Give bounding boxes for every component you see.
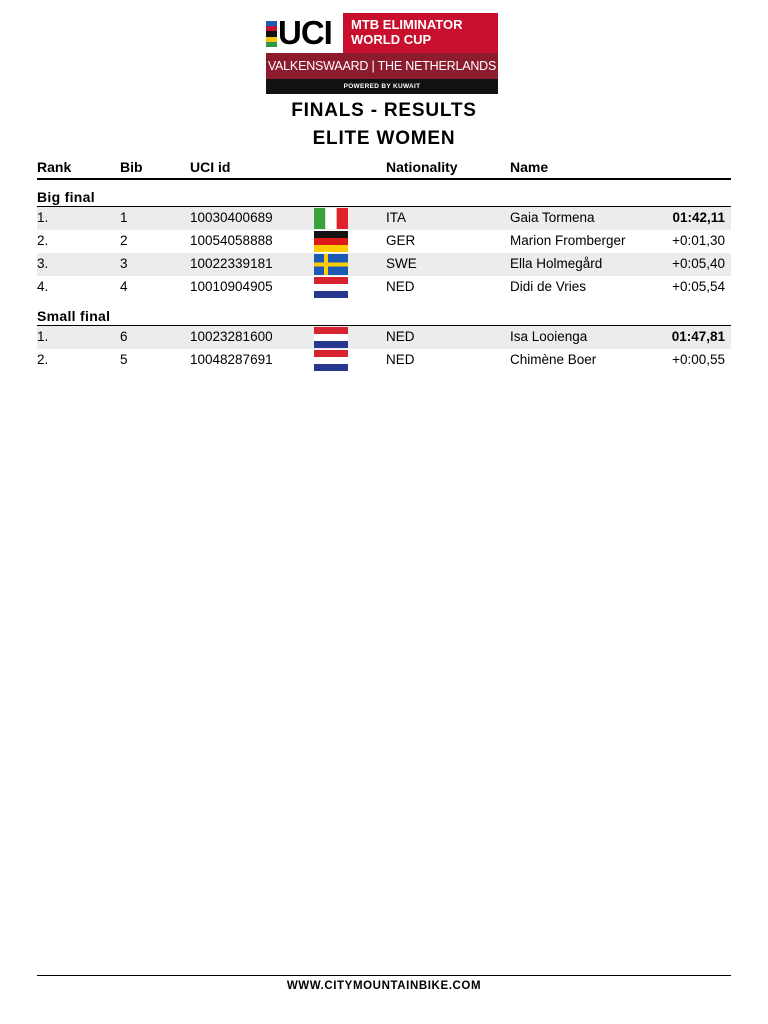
time-cell: 01:47,81 [671,329,725,344]
uci-id-cell: 10030400689 [190,210,273,225]
italy-flag-icon [314,208,348,229]
rank-cell: 2. [37,352,49,367]
rank-cell: 2. [37,233,49,248]
uci-id-cell: 10010904905 [190,279,273,294]
result-row [37,326,731,349]
section-title-big-final: Big final [37,189,95,205]
rider-name-cell: Isa Looienga [510,329,588,344]
section-title-small-final: Small final [37,308,111,324]
netherlands-flag-icon [314,327,348,348]
germany-flag-icon [314,231,348,252]
bib-cell: 6 [120,329,128,344]
bib-cell: 2 [120,233,128,248]
time-cell: +0:05,54 [672,279,725,294]
event-logo [266,13,498,94]
time-cell: +0:01,30 [672,233,725,248]
bib-cell: 3 [120,256,128,271]
rank-cell: 3. [37,256,49,271]
header-divider [37,178,731,180]
rider-name-cell: Marion Fromberger [510,233,626,248]
event-location: VALKENSWAARD | THE NETHERLANDS [266,53,498,79]
rank-cell: 1. [37,329,49,344]
nationality-cell: NED [386,279,415,294]
uci-logo [266,13,343,53]
rider-name-cell: Chimène Boer [510,352,597,367]
page-title: FINALS - RESULTS [291,100,477,121]
header-name: Name [510,159,549,175]
result-row [37,349,731,372]
sweden-flag-icon [314,254,348,275]
netherlands-flag-icon [314,350,348,371]
bib-cell: 5 [120,352,128,367]
event-name-block [343,13,498,53]
header-uci-id: UCI id [190,159,231,175]
time-cell: +0:00,55 [672,352,725,367]
netherlands-flag-icon [314,277,348,298]
uci-id-cell: 10023281600 [190,329,273,344]
rank-cell: 1. [37,210,49,225]
bib-cell: 4 [120,279,128,294]
rainbow-stripes-icon [266,21,277,47]
header-bib: Bib [120,159,143,175]
result-row [37,230,731,253]
uci-id-cell: 10022339181 [190,256,273,271]
page-subtitle: ELITE WOMEN [312,128,456,149]
header-rank: Rank [37,159,72,175]
nationality-cell: GER [386,233,416,248]
uci-wordmark: UCI [278,14,332,51]
event-name-line1: MTB ELIMINATOR [351,17,463,32]
footer-url: WWW.CITYMOUNTAINBIKE.COM [286,980,482,992]
event-name-line2: WORLD CUP [351,32,432,47]
rider-name-cell: Gaia Tormena [510,210,595,225]
time-cell: +0:05,40 [672,256,725,271]
time-cell: 01:42,11 [672,210,725,225]
result-row [37,253,731,276]
result-row [37,207,731,230]
nationality-cell: NED [386,352,415,367]
nationality-cell: SWE [386,256,417,271]
result-row [37,276,731,299]
rank-cell: 4. [37,279,49,294]
bib-cell: 1 [120,210,128,225]
nationality-cell: ITA [386,210,406,225]
uci-id-cell: 10054058888 [190,233,273,248]
header-nationality: Nationality [386,159,458,175]
rider-name-cell: Didi de Vries [510,279,587,294]
uci-id-cell: 10048287691 [190,352,273,367]
rider-name-cell: Ella Holmegård [510,256,603,271]
powered-by: POWERED BY KUWAIT [266,79,498,94]
footer-divider [37,975,731,976]
nationality-cell: NED [386,329,415,344]
